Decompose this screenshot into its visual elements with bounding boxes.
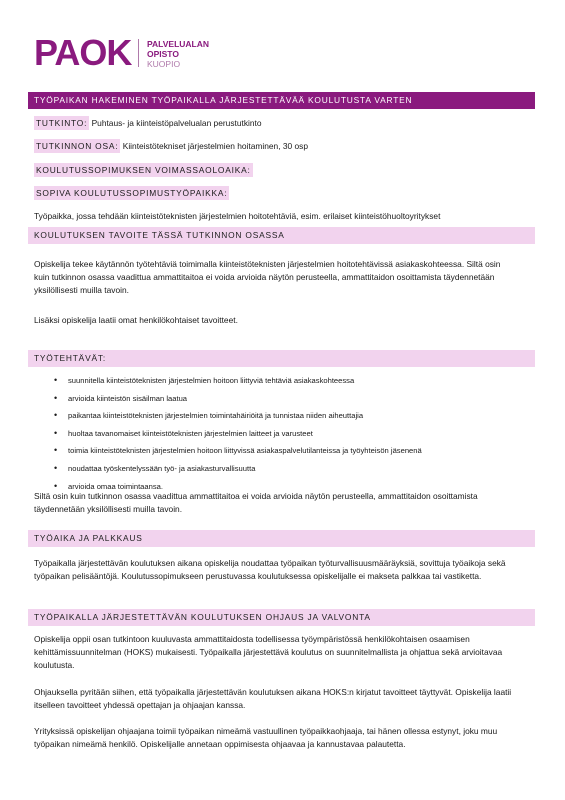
logo-line3: KUOPIO xyxy=(147,59,181,69)
logo-line2: OPISTO xyxy=(147,49,179,59)
voimassaolo-label: KOULUTUSSOPIMUKSEN VOIMASSAOLOAIKA: xyxy=(36,165,251,175)
logo-brand: PAOK xyxy=(34,36,132,70)
list-item: • paikantaa kiinteistöteknisten järjestelmien toimintahäiriöitä ja tunnistaa niiden aiheuttajia xyxy=(54,407,534,425)
ohjaus-paragraph-2: Ohjauksella pyritään siihen, että työpaikalla järjestettävän koulutuksen aikana HOKS:n kirjatut tavoitteet täyttyvät. Opiskelija laatii itselleen tavoitteet yhdessä opettajan ja ohjaajan kanssa. xyxy=(34,687,512,710)
tavoite-heading: KOULUTUKSEN TAVOITE TÄSSÄ TUTKINNON OSASSA xyxy=(28,227,535,244)
ohjaus-paragraph-3: Yrityksissä opiskelijan ohjaajana toimii työpaikan nimeämä vastuullinen työpaikkaohjaaja, tai hänen ollessa estynyt, joku muu työpaikan nimeämä henkilö. Opiskelijalle annetaan oppimisesta ohjaavaa ja kannustavaa palautetta. xyxy=(34,726,498,749)
paok-logo xyxy=(34,36,234,70)
tyotehtavat-list xyxy=(40,372,534,495)
tyotehtavat-after-text: Siltä osin kuin tutkinnon osassa vaadittua ammattitaitoa ei voida arvioida näytön perusteella, ammattitaidon osoittamista täydennetään yksilöllisesti muilla tavoin. xyxy=(34,491,478,514)
list-item: • suunnitella kiinteistöteknisten järjestelmien hoitoon liittyviä tehtäviä asiakaskohteessa xyxy=(54,372,534,390)
list-item: • arvioida kiinteistön sisäilman laatua xyxy=(54,390,534,408)
document-title: TYÖPAIKAN HAKEMINEN TYÖPAIKALLA JÄRJESTETTÄVÄÄ KOULUTUSTA VARTEN xyxy=(28,92,535,109)
tavoite-paragraph-2: Lisäksi opiskelija laatii omat henkilökohtaiset tavoitteet. xyxy=(34,315,238,325)
voimassaolo-row xyxy=(34,163,253,177)
tyopaikka-text: Työpaikka, jossa tehdään kiinteistöteknisten järjestelmien hoitotehtäviä, esim. erilaiset kiinteistöhuoltoyritykset xyxy=(34,211,441,221)
tutkinnon-osa-label: TUTKINNON OSA: xyxy=(36,141,119,151)
palkkaus-paragraph: Työpaikalla järjestettävän koulutuksen aikana opiskelija noudattaa työpaikan työturvallisuusmääräyksiä, sovittuja työaikoja sekä työpaikan pelisääntöjä. Koulutussopimukseen perustuvassa koulutuksessa opiskelijalle ei makseta palkkaa tai vastiketta. xyxy=(34,558,506,581)
list-item: • toimia kiinteistöteknisten järjestelmien hoitoon liittyvissä asiakaspalvelutilanteissa ja työyhteisön jäsenenä xyxy=(54,442,534,460)
ohjaus-paragraph-1: Opiskelija oppii osan tutkintoon kuuluvasta ammattitaidosta todellisessa työympäristössä henkilökohtaisen osaamisen kehittämissuunnitelman (HOKS) mukaisesti. Työpaikalla järjestettävä koulutus on suunnitelmallista ja ohjattua sekä arvioitavaa koulutusta. xyxy=(34,634,503,670)
tyopaikka-row xyxy=(34,186,229,200)
tutkinto-value: Puhtaus- ja kiinteistöpalvelualan perustutkinto xyxy=(89,118,262,128)
list-item: • arvioida omaa toimintaansa. xyxy=(54,478,534,496)
logo-line1: PALVELUALAN xyxy=(147,39,210,49)
tavoite-paragraph-1: Opiskelija tekee käytännön työtehtäviä toimimalla kiinteistöteknisten järjestelmien hoitotehtävissä asiakaskohteessa. Siltä osin kuin tutkinnon osassa vaadittua ammattitaitoa ei voida arvioida näytön perusteella, ammattitaidon osoittamista täydennetään yksilöllisesti muilla tavoin. xyxy=(34,259,501,295)
list-item: • huoltaa tavanomaiset kiinteistöteknisten järjestelmien laitteet ja varusteet xyxy=(54,425,534,443)
tutkinto-row xyxy=(34,116,262,130)
tyopaikka-label: SOPIVA KOULUTUSSOPIMUSTYÖPAIKKA: xyxy=(36,188,228,198)
list-item: • noudattaa työskentelyssään työ- ja asiakasturvallisuutta xyxy=(54,460,534,478)
palkkaus-heading: TYÖAIKA JA PALKKAUS xyxy=(28,530,535,547)
tutkinnon-osa-value: Kiinteistötekniset järjestelmien hoitaminen, 30 osp xyxy=(120,141,309,151)
tutkinto-label: TUTKINTO: xyxy=(36,118,88,128)
tyotehtavat-heading: TYÖTEHTÄVÄT: xyxy=(28,350,535,367)
tutkinnon-osa-row xyxy=(34,139,308,153)
ohjaus-heading: TYÖPAIKALLA JÄRJESTETTÄVÄN KOULUTUKSEN OHJAUS JA VALVONTA xyxy=(28,609,535,626)
